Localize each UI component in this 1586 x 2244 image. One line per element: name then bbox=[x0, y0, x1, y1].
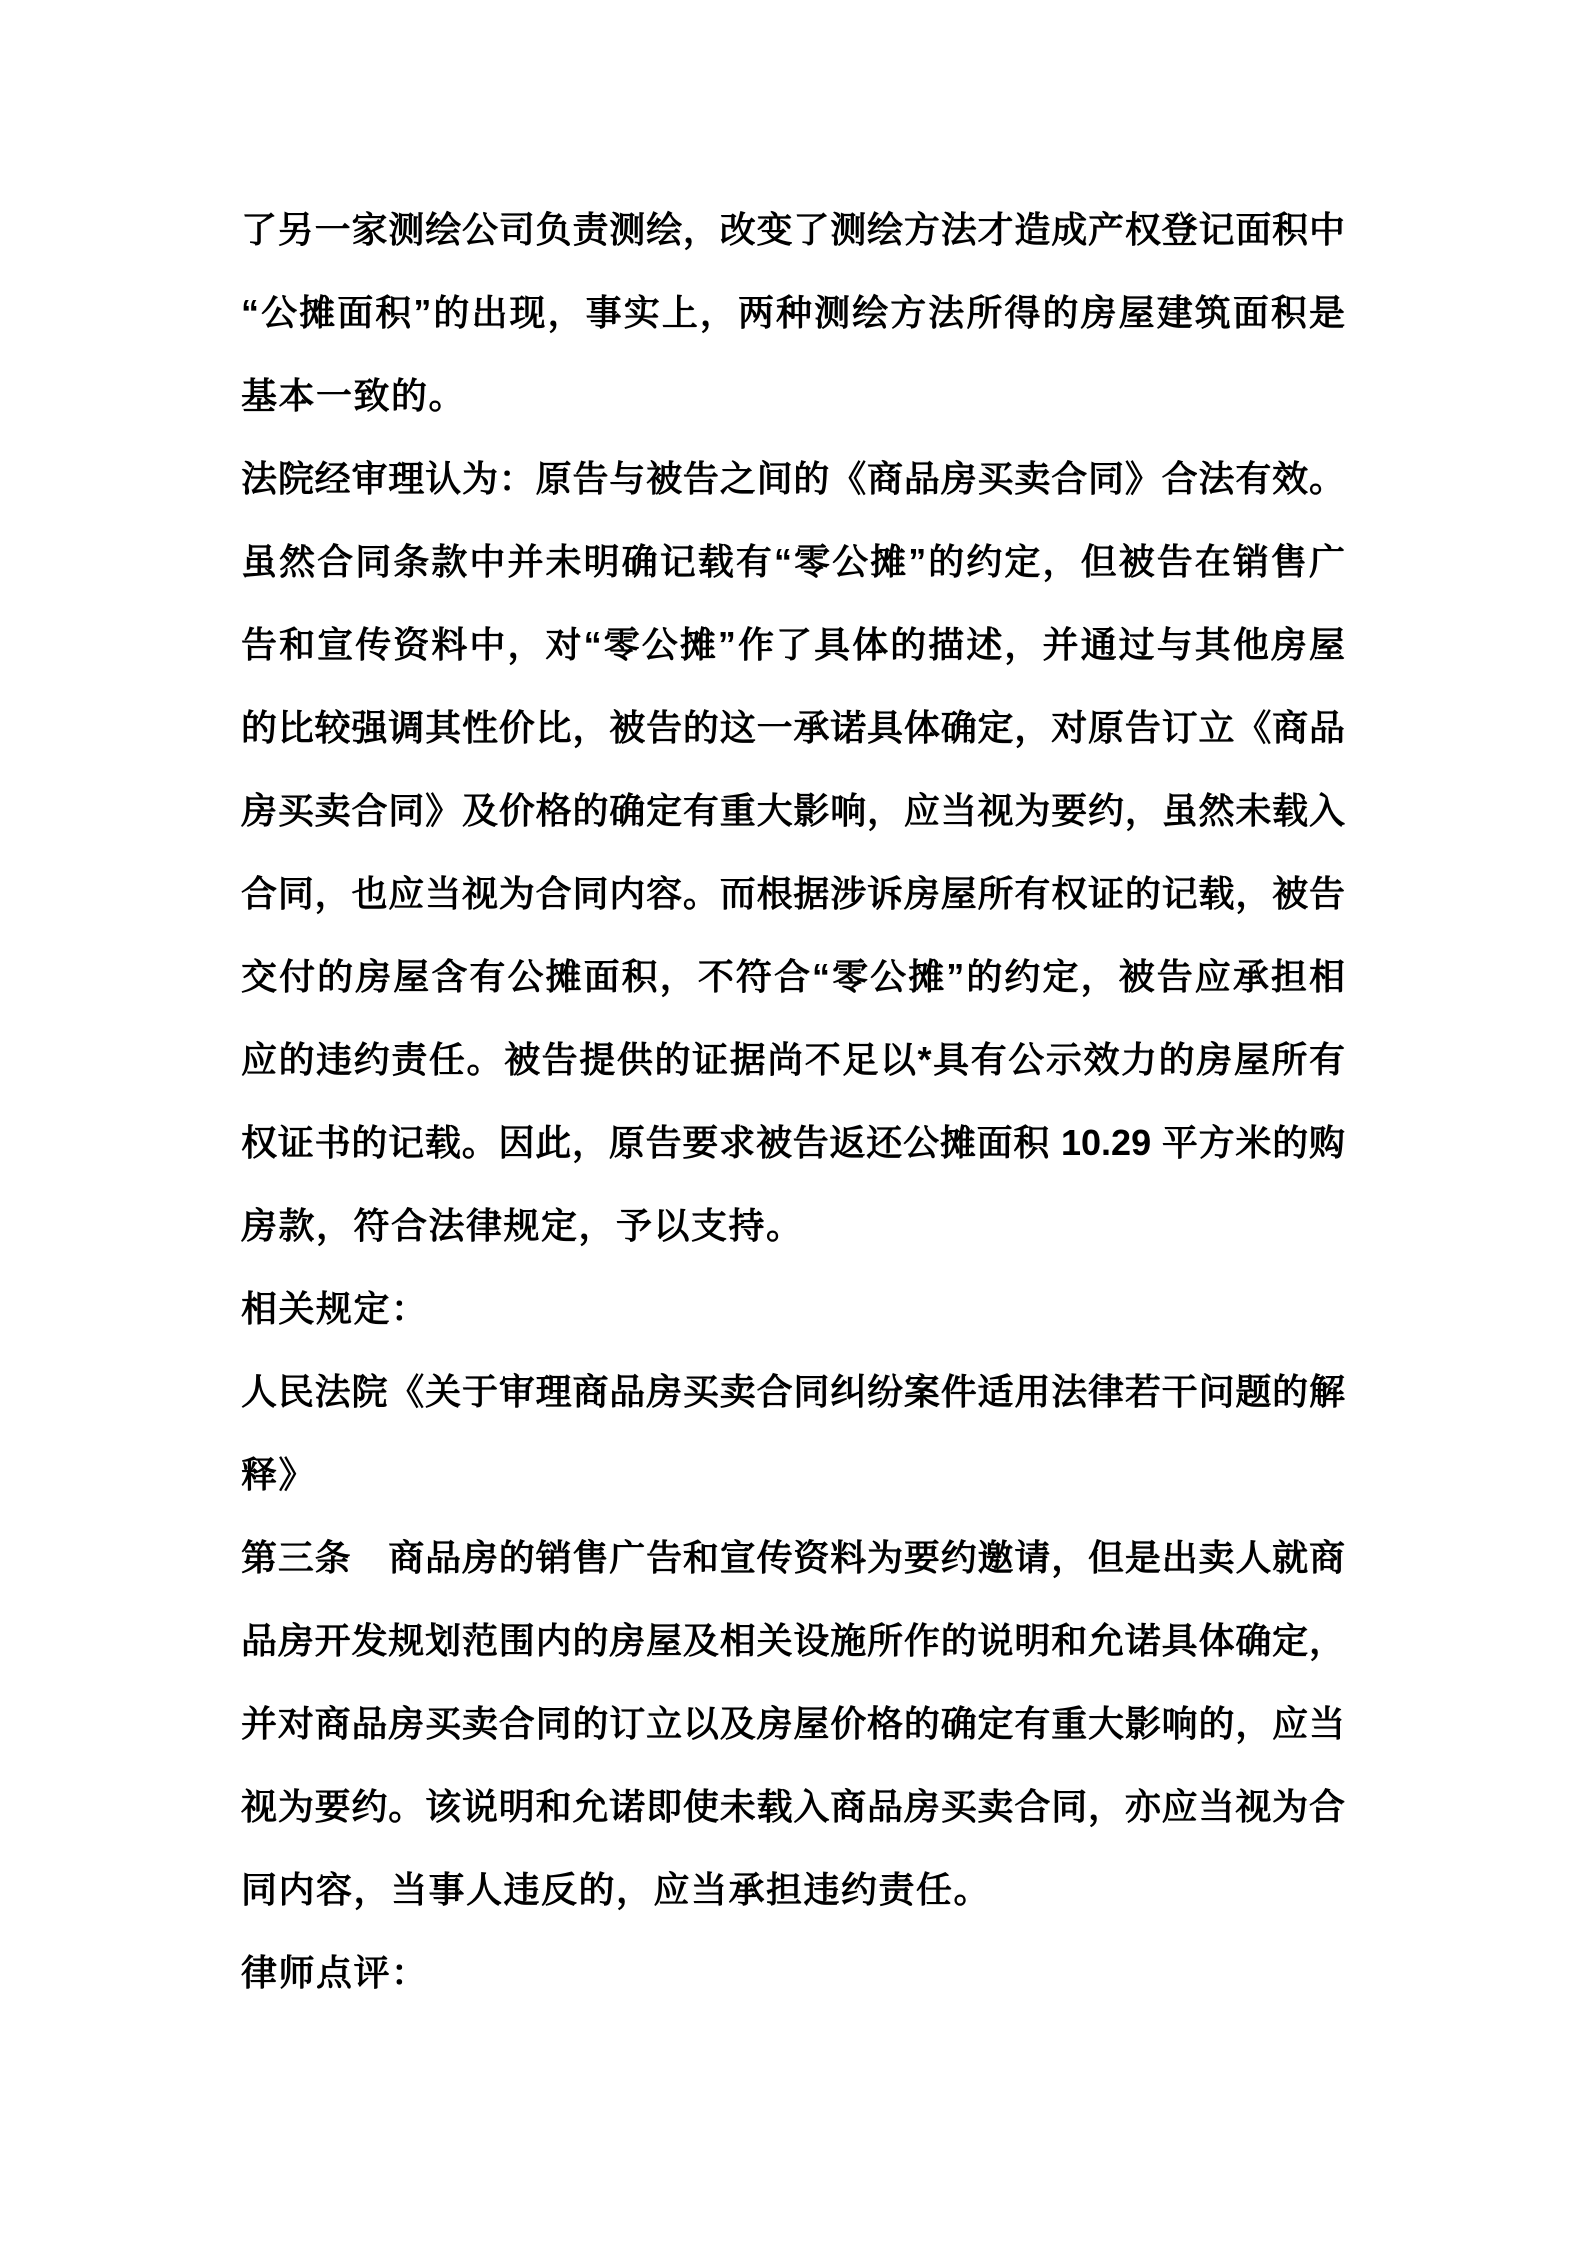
text-line: 法院经审理认为：原告与被告之间的《商品房买卖合同》合法有效。 bbox=[241, 458, 1345, 499]
text-line: 同内容，当事人违反的，应当承担违约责任。 bbox=[241, 1869, 992, 1910]
text-line: 告和宣传资料中，对“零公摊”作了具体的描述，并通过与其他房屋 bbox=[241, 624, 1345, 665]
text-line: 基本一致的。 bbox=[241, 375, 467, 416]
text-line: 的比较强调其性价比，被告的这一承诺具体确定，对原告订立《商品 bbox=[241, 707, 1345, 748]
text-line: 合同，也应当视为合同内容。而根据涉诉房屋所有权证的记载，被告 bbox=[241, 873, 1345, 914]
text-line: 交付的房屋含有公摊面积，不符合“零公摊”的约定，被告应承担相 bbox=[241, 956, 1345, 997]
text-line: 品房开发规划范围内的房屋及相关设施所作的说明和允诺具体确定， bbox=[241, 1620, 1345, 1661]
text-line: 并对商品房买卖合同的订立以及房屋价格的确定有重大影响的，应当 bbox=[241, 1703, 1345, 1744]
text-line: 释》 bbox=[241, 1454, 317, 1495]
text-line: 房买卖合同》及价格的确定有重大影响，应当视为要约，虽然未载入 bbox=[241, 790, 1345, 831]
text-line: 视为要约。该说明和允诺即使未载入商品房买卖合同，亦应当视为合 bbox=[241, 1786, 1345, 1827]
text-line: 第三条 商品房的销售广告和宣传资料为要约邀请，但是出卖人就商 bbox=[241, 1537, 1345, 1578]
text-line: 了另一家测绘公司负责测绘，改变了测绘方法才造成产权登记面积中 bbox=[241, 209, 1345, 250]
text-line: 应的违约责任。被告提供的证据尚不足以*具有公示效力的房屋所有 bbox=[241, 1039, 1345, 1080]
section-label-related-regulations: 相关规定： bbox=[241, 1288, 429, 1329]
section-label-lawyer-comment: 律师点评： bbox=[241, 1952, 429, 1993]
text-line: “公摊面积”的出现，事实上，两种测绘方法所得的房屋建筑面积是 bbox=[241, 292, 1345, 333]
text-line: 人民法院《关于审理商品房买卖合同纠纷案件适用法律若干问题的解 bbox=[241, 1371, 1345, 1412]
text-line: 虽然合同条款中并未明确记载有“零公摊”的约定，但被告在销售广 bbox=[241, 541, 1345, 582]
text-line: 房款，符合法律规定，予以支持。 bbox=[241, 1205, 804, 1246]
text-line: 权证书的记载。因此，原告要求被告返还公摊面积 10.29 平方米的购 bbox=[241, 1122, 1345, 1163]
document-text-column bbox=[241, 188, 1345, 2014]
